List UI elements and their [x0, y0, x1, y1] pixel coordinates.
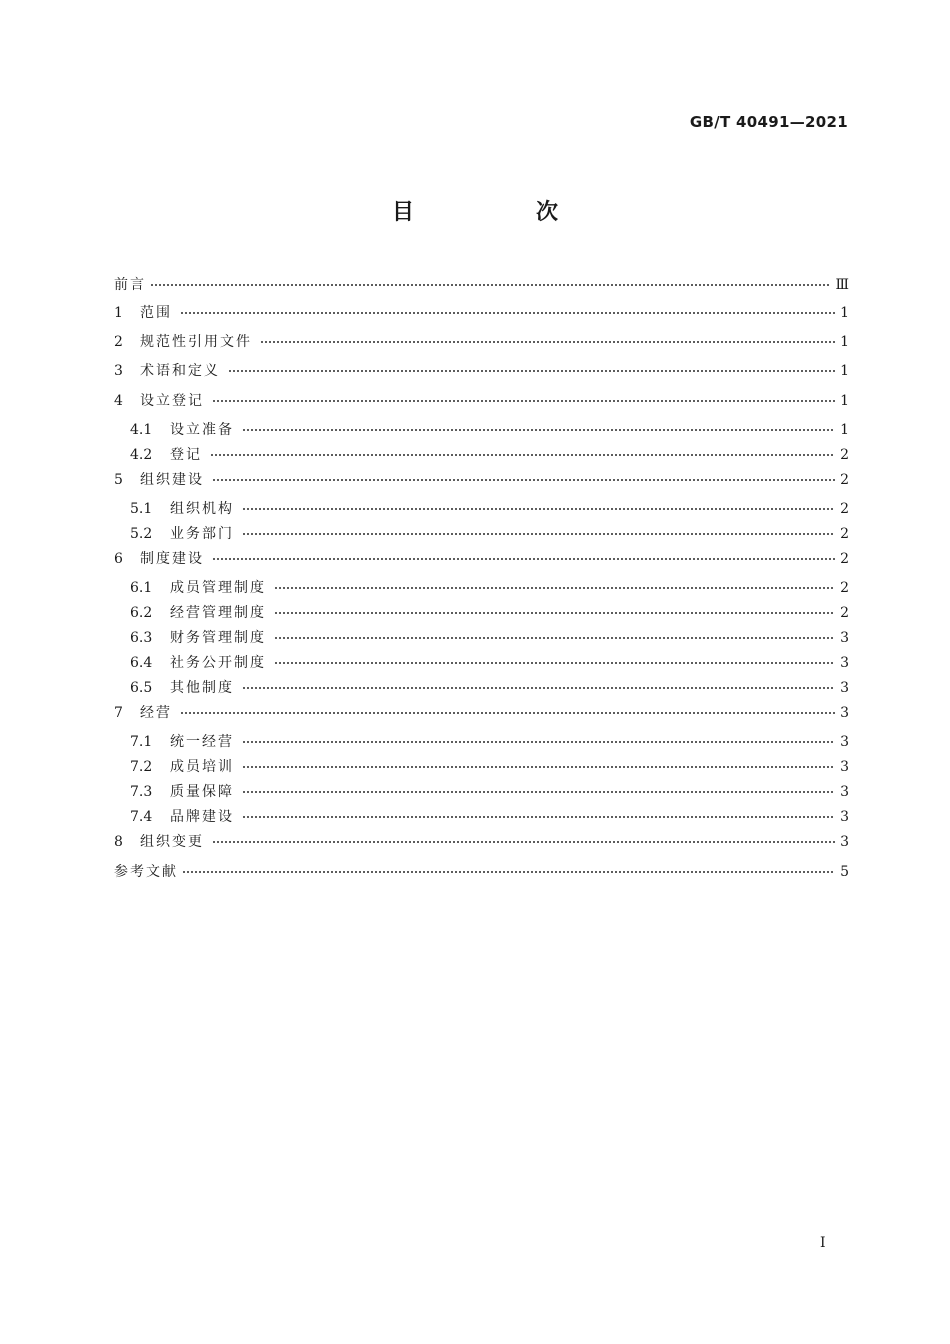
toc-entry-label: 品牌建设 [170, 809, 234, 825]
toc-entry-number: 1 [114, 305, 123, 321]
toc-entry-page: 3 [840, 784, 849, 800]
toc-entry-number: 7 [114, 705, 123, 721]
footer-page-number: I [820, 1235, 826, 1251]
toc-leader-dots [242, 761, 835, 773]
toc-leader-dots [242, 424, 835, 436]
toc-entry[interactable] [130, 523, 849, 545]
toc-leader-dots [180, 707, 835, 719]
toc-entry-page: 3 [840, 734, 849, 750]
toc-entry-label: 成员管理制度 [170, 580, 266, 596]
toc-entry-number: 8 [114, 834, 123, 850]
toc-entry[interactable] [130, 806, 849, 828]
toc-entry-number: 6.5 [130, 680, 153, 696]
toc-entry-page: 2 [840, 551, 849, 567]
toc-entry-page: 2 [840, 501, 849, 517]
toc-entry-number: 5.1 [130, 501, 153, 517]
toc-leader-dots [212, 395, 835, 407]
toc-entry-number: 7.1 [130, 734, 153, 750]
toc-leader-dots [274, 632, 835, 644]
toc-entry-page: 3 [840, 630, 849, 646]
toc-entry-label: 登记 [170, 447, 202, 463]
toc-entry-page: 3 [840, 834, 849, 850]
toc-entry[interactable] [130, 781, 849, 803]
toc-entry[interactable] [114, 390, 849, 412]
toc-entry-page: 1 [840, 422, 849, 438]
toc-entry[interactable] [114, 861, 849, 883]
toc-entry-page: 3 [840, 655, 849, 671]
toc-entry-page: 2 [840, 526, 849, 542]
toc-leader-dots [274, 657, 835, 669]
toc-entry-label: 参考文献 [114, 864, 178, 880]
toc-entry-label: 社务公开制度 [170, 655, 266, 671]
toc-entry-label: 组织建设 [140, 472, 204, 488]
toc-entry[interactable] [130, 577, 849, 599]
toc-entry-number: 6.3 [130, 630, 153, 646]
toc-entry[interactable] [130, 627, 849, 649]
toc-leader-dots [260, 336, 835, 348]
toc-leader-dots [182, 866, 835, 878]
toc-entry-page: 2 [840, 580, 849, 596]
toc-entry-number: 6.4 [130, 655, 153, 671]
toc-entry[interactable] [130, 731, 849, 753]
toc-leader-dots [212, 474, 835, 486]
toc-leader-dots [242, 736, 835, 748]
toc-entry[interactable] [130, 602, 849, 624]
toc-entry-label: 组织机构 [170, 501, 234, 517]
toc-entry-page: 1 [840, 363, 849, 379]
toc-entry-number: 6 [114, 551, 123, 567]
toc-entry-number: 4 [114, 393, 123, 409]
toc-entry[interactable] [130, 419, 849, 441]
toc-entry-label: 制度建设 [140, 551, 204, 567]
toc-entry-page: 5 [840, 864, 849, 880]
toc-entry-label: 范围 [140, 305, 172, 321]
toc-entry-label: 统一经营 [170, 734, 234, 750]
toc-entry-page: Ⅲ [835, 277, 849, 293]
toc-entry[interactable] [114, 548, 849, 570]
toc-entry-number: 2 [114, 334, 123, 350]
toc-entry[interactable] [114, 831, 849, 853]
toc-entry[interactable] [130, 756, 849, 778]
toc-leader-dots [274, 607, 835, 619]
toc-entry-label: 业务部门 [170, 526, 234, 542]
toc-entry-label: 前言 [114, 277, 146, 293]
toc-entry-number: 7.3 [130, 784, 153, 800]
toc-entry-number: 7.4 [130, 809, 153, 825]
toc-entry-number: 5.2 [130, 526, 153, 542]
toc-leader-dots [242, 811, 835, 823]
toc-entry-number: 3 [114, 363, 123, 379]
toc-leader-dots [150, 279, 831, 291]
toc-entry-number: 5 [114, 472, 123, 488]
toc-entry-page: 3 [840, 705, 849, 721]
toc-entry-number: 6.1 [130, 580, 153, 596]
toc-entry-page: 3 [840, 759, 849, 775]
toc-entry[interactable] [114, 360, 849, 382]
toc-entry-number: 4.1 [130, 422, 153, 438]
toc-leader-dots [180, 307, 835, 319]
toc-entry-page: 1 [840, 334, 849, 350]
toc-entry-page: 2 [840, 447, 849, 463]
standard-code: GB/T 40491—2021 [689, 113, 848, 131]
toc-entry-label: 设立准备 [170, 422, 234, 438]
toc-entry-page: 3 [840, 680, 849, 696]
toc-entry-label: 经营 [140, 705, 172, 721]
toc-entry-label: 质量保障 [170, 784, 234, 800]
toc-entry-page: 1 [840, 393, 849, 409]
toc-entry[interactable] [130, 498, 849, 520]
toc-entry-label: 规范性引用文件 [140, 334, 252, 350]
toc-entry-number: 4.2 [130, 447, 153, 463]
toc-entry[interactable] [130, 444, 849, 466]
toc-leader-dots [210, 449, 835, 461]
toc-entry-label: 经营管理制度 [170, 605, 266, 621]
toc-entry-page: 3 [840, 809, 849, 825]
toc-entry-label: 财务管理制度 [170, 630, 266, 646]
toc-leader-dots [242, 528, 835, 540]
toc-entry-label: 术语和定义 [140, 363, 220, 379]
toc-entry-label: 成员培训 [170, 759, 234, 775]
toc-leader-dots [212, 553, 835, 565]
toc-leader-dots [212, 836, 835, 848]
toc-entry[interactable] [130, 652, 849, 674]
toc-entry[interactable] [114, 274, 849, 296]
toc-leader-dots [242, 786, 835, 798]
page-title: 目 次 [391, 200, 608, 225]
toc-entry[interactable] [114, 331, 849, 353]
toc-entry-label: 组织变更 [140, 834, 204, 850]
toc-entry-number: 7.2 [130, 759, 153, 775]
toc-entry-page: 2 [840, 605, 849, 621]
toc-entry-label: 其他制度 [170, 680, 234, 696]
toc-entry-page: 1 [840, 305, 849, 321]
toc-leader-dots [228, 365, 835, 377]
toc-leader-dots [274, 582, 835, 594]
toc-entry[interactable] [114, 702, 849, 724]
toc-entry[interactable] [130, 677, 849, 699]
toc-entry[interactable] [114, 469, 849, 491]
toc-entry-number: 6.2 [130, 605, 153, 621]
toc-entry-label: 设立登记 [140, 393, 204, 409]
toc-entry[interactable] [114, 302, 849, 324]
toc-leader-dots [242, 682, 835, 694]
toc-entry-page: 2 [840, 472, 849, 488]
toc-leader-dots [242, 503, 835, 515]
